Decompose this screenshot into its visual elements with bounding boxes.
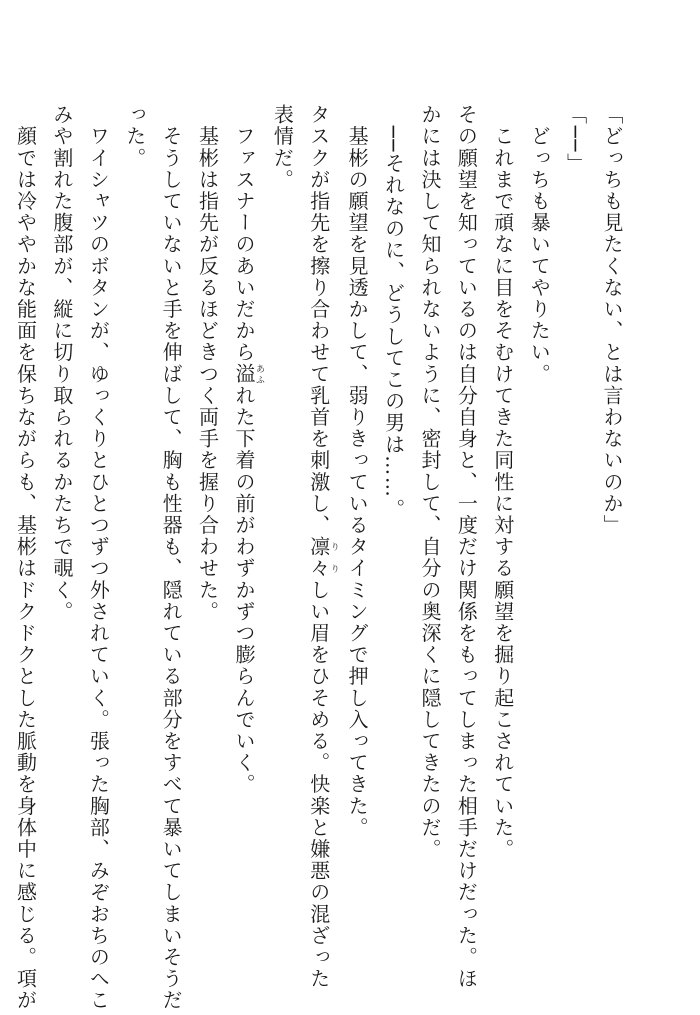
text-line: ──それなのに、どうしてこの男は……。 — [381, 104, 406, 521]
ruby-reading: り — [328, 557, 339, 580]
ruby-word — [231, 363, 264, 385]
ruby-base: 々 — [306, 557, 331, 580]
text-line: 「──」 — [563, 104, 588, 175]
text-line: かには決して知られないように、密封して、自分の奥深くに隠してきたのだ。 — [417, 104, 442, 860]
ruby-reading: あふ — [253, 363, 264, 385]
text-segment: れた下着の前がわずかずつ膨らんでいく。 — [231, 384, 256, 796]
text-line: これまで頑なに目をそむけてきた同性に対する願望を掘り起こされていた。 — [490, 104, 515, 860]
text-segment: しい眉をひそめる。快楽と嫌悪の混ざった — [306, 579, 331, 990]
text-line: どっちも暴いてやりたい。 — [527, 104, 552, 385]
text-segment: タスクが指先を擦り合わせて乳首を刺激し、 — [306, 104, 331, 536]
vertical-text-body — [13, 104, 630, 1012]
text-line: そうしていないと手を伸ばして、胸も性器も、隠れている部分をすべて暴いてしまいそうだ — [159, 104, 184, 1012]
text-line: った。 — [122, 104, 147, 169]
ruby-word — [306, 536, 339, 580]
ruby-reading: り — [328, 536, 339, 558]
ruby-base: 溢 — [231, 363, 256, 385]
text-line: 顔では冷ややかな能面を保ちながらも、基彬はドクドクとした脈動を身体中に感じる。項が — [13, 104, 38, 1012]
text-line: その願望を知っているのは自分自身と、一度だけ関係をもってしまった相手だけだった。ほ — [454, 104, 479, 990]
text-segment: ファスナーのあいだから — [231, 104, 256, 364]
text-line: 基彬は指先が反るほどきつく両手を握り合わせた。 — [195, 104, 220, 623]
text-line: みや割れた腹部が、縦に切り取られるかたちで覗く。 — [49, 104, 74, 623]
text-line: ワイシャツのボタンが、ゆっくりとひとつずつ外されていく。張った胸部、みぞおちのへこ — [86, 104, 111, 1012]
text-line-with-ruby — [300, 104, 339, 990]
text-line: 基彬の願望を見透かして、弱りきっているタイミングで押し入ってきた。 — [345, 104, 370, 839]
text-line: 表情だ。 — [270, 104, 295, 191]
text-line: 「どっちも見たくない、とは言わないのか」 — [600, 104, 624, 536]
ruby-base: 凛 — [306, 536, 331, 558]
text-line-with-ruby — [226, 104, 264, 984]
